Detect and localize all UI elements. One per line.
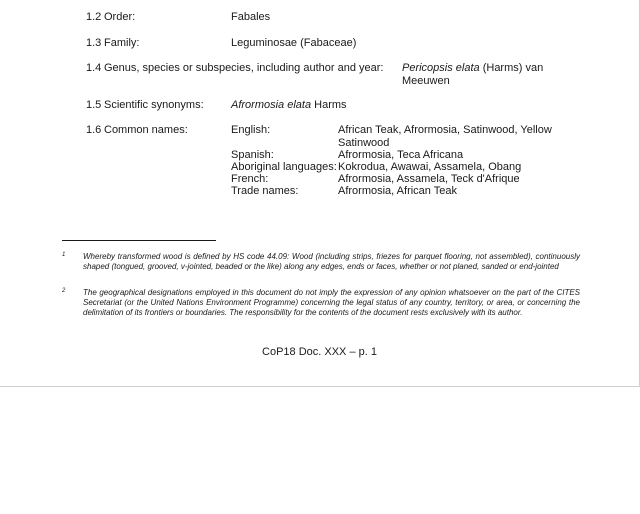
section-number: 1.6 [86, 124, 102, 136]
page-footer: CoP18 Doc. XXX – p. 1 [262, 346, 377, 358]
species-name: Pericopsis elata [402, 62, 480, 74]
section-number: 1.3 [86, 37, 102, 49]
language-names: Kokrodua, Awawai, Assamela, Obang [338, 161, 522, 173]
section-label: Scientific synonyms: [104, 99, 204, 111]
section-value [231, 99, 347, 112]
language-names: African Teak, Afrormosia, Satinwood, Yellow Satinwood [338, 124, 552, 149]
footnote-text: Whereby transformed wood is defined by HS code 44.09: Wood (including strips, friezes for parquet flooring, not assembled), continuously shaped (tongued, grooved, v-jointed, beaded or the like) along any edges, ends or faces, whether or not planed, sanded or end-jointed [83, 252, 580, 271]
language-label: Spanish: [231, 149, 274, 161]
section-number: 1.4 [86, 62, 102, 74]
section-value [402, 62, 577, 87]
footnote-mark: 1 [62, 252, 66, 258]
footnote-text: The geographical designations employed in this document do not imply the expression of any opinion whatsoever on the part of the CITES Secretariat (or the United Nations Environment Programme) concerning the legal status of any country, territory, or area, or concerning the delimitation of its frontiers or boundaries. The responsibility for the contents of the document rests exclusively with its author. [83, 288, 580, 317]
language-names: Afrormosia, Assamela, Teck d'Afrique [338, 173, 520, 185]
synonym-name: Afrormosia elata [231, 99, 312, 111]
language-label: French: [231, 173, 269, 185]
footnote-separator [62, 240, 216, 241]
section-number: 1.5 [86, 99, 102, 111]
section-number: 1.2 [86, 11, 102, 23]
section-label: Family: [104, 37, 140, 49]
section-label: Common names: [104, 124, 188, 136]
language-label: Aboriginal languages: [231, 161, 337, 173]
language-label: English: [231, 124, 271, 136]
footnote-mark: 2 [62, 288, 66, 294]
section-label: Order: [104, 11, 136, 23]
species-author: (Harms) van Meeuwen [402, 62, 544, 87]
section-value: Fabales [231, 11, 271, 23]
language-names: Afrormosia, Teca Africana [338, 149, 464, 161]
section-label: Genus, species or subspecies, including author and year: [104, 62, 384, 74]
language-names: Afrormosia, African Teak [338, 185, 458, 197]
section-value: Leguminosae (Fabaceae) [231, 37, 357, 49]
language-label: Trade names: [231, 185, 299, 197]
synonym-author: Harms [311, 99, 347, 111]
section-genus [0, 62, 639, 88]
